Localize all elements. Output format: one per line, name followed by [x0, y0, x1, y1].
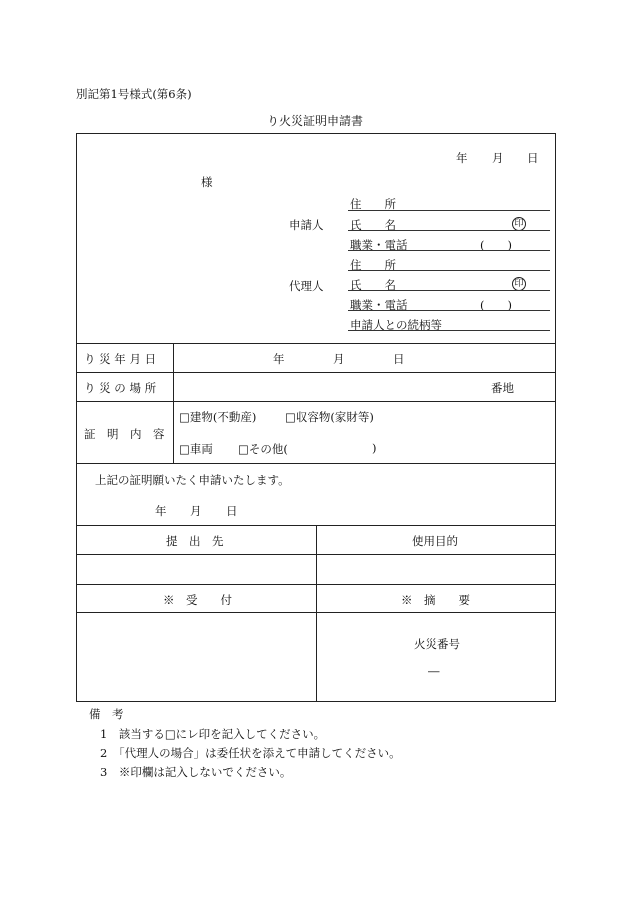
submit-to-field[interactable]	[77, 555, 315, 583]
column-divider	[173, 343, 174, 463]
agent-job-phone-field[interactable]	[348, 310, 550, 311]
option-building-checkbox[interactable]: □建物(不動産)	[179, 410, 257, 424]
agent-seal-mark	[512, 275, 526, 291]
addressee-suffix: 様	[201, 175, 213, 189]
option-other-close: )	[372, 441, 377, 455]
form-id: 別記第1号様式(第6条)	[76, 87, 192, 101]
agent-phone-paren: ( )	[480, 298, 512, 312]
request-day: 日	[226, 504, 238, 518]
fire-number-dash: ―	[428, 664, 440, 678]
disaster-date-year: 年	[273, 352, 285, 366]
request-month: 月	[190, 504, 202, 518]
column-divider	[316, 525, 317, 702]
disaster-place-suffix: 番地	[491, 381, 514, 395]
purpose-field[interactable]	[317, 555, 555, 583]
date-month: 月	[492, 151, 504, 165]
option-other-checkbox[interactable]: □その他(	[238, 442, 288, 456]
disaster-date-month: 月	[333, 352, 345, 366]
disaster-date-day: 日	[393, 352, 405, 366]
agent-address-label: 住 所	[350, 258, 396, 272]
summary-header: ※ 摘 要	[401, 593, 470, 607]
fire-number-label: 火災番号	[414, 637, 460, 651]
option-contents-checkbox[interactable]: □収容物(家財等)	[285, 410, 374, 424]
agent-address-field[interactable]	[348, 270, 550, 271]
applicant-name-field[interactable]	[348, 230, 550, 231]
applicant-address-label: 住 所	[350, 197, 396, 211]
purpose-header: 使用目的	[412, 534, 458, 548]
seal-icon: 印	[512, 277, 526, 291]
agent-name-label: 氏 名	[350, 278, 396, 292]
agent-relationship-label: 申請人との続柄等	[350, 318, 442, 332]
applicant-name-label: 氏 名	[350, 218, 396, 232]
cert-contents-label: 証 明 内 容	[84, 427, 165, 441]
request-year: 年	[155, 504, 167, 518]
disaster-date-label: り 災 年 月 日	[84, 352, 157, 366]
notes-heading: 備 考	[89, 707, 124, 721]
note-item: 2 「代理人の場合」は委任状を添えて申請してください。	[100, 746, 401, 760]
disaster-place-label: り 災 の 場 所	[84, 381, 157, 395]
applicant-seal-mark	[512, 215, 526, 231]
reception-header: ※ 受 付	[163, 593, 232, 607]
applicant-label: 申請人	[289, 218, 324, 232]
agent-relationship-field[interactable]	[348, 330, 550, 331]
note-item: 3 ※印欄は記入しないでください。	[100, 765, 292, 779]
date-year: 年	[456, 151, 468, 165]
agent-label: 代理人	[289, 279, 324, 293]
applicant-phone-paren: ( )	[480, 238, 512, 252]
row-divider	[76, 372, 556, 373]
seal-icon: 印	[512, 217, 526, 231]
note-item: 1 該当する□にレ印を記入してください。	[100, 727, 326, 741]
row-divider	[76, 401, 556, 402]
request-statement: 上記の証明願いたく申請いたします。	[95, 473, 290, 487]
applicant-address-field[interactable]	[348, 210, 550, 211]
submit-to-header: 提 出 先	[166, 534, 224, 548]
date-day: 日	[527, 151, 539, 165]
option-vehicle-checkbox[interactable]: □車両	[179, 442, 213, 456]
applicant-job-phone-field[interactable]	[348, 250, 550, 251]
applicant-job-phone-label: 職業・電話	[350, 238, 408, 252]
agent-job-phone-label: 職業・電話	[350, 298, 408, 312]
row-divider	[76, 343, 556, 344]
agent-name-field[interactable]	[348, 290, 550, 291]
row-divider	[76, 463, 556, 464]
form-title: り火災証明申請書	[267, 114, 364, 128]
